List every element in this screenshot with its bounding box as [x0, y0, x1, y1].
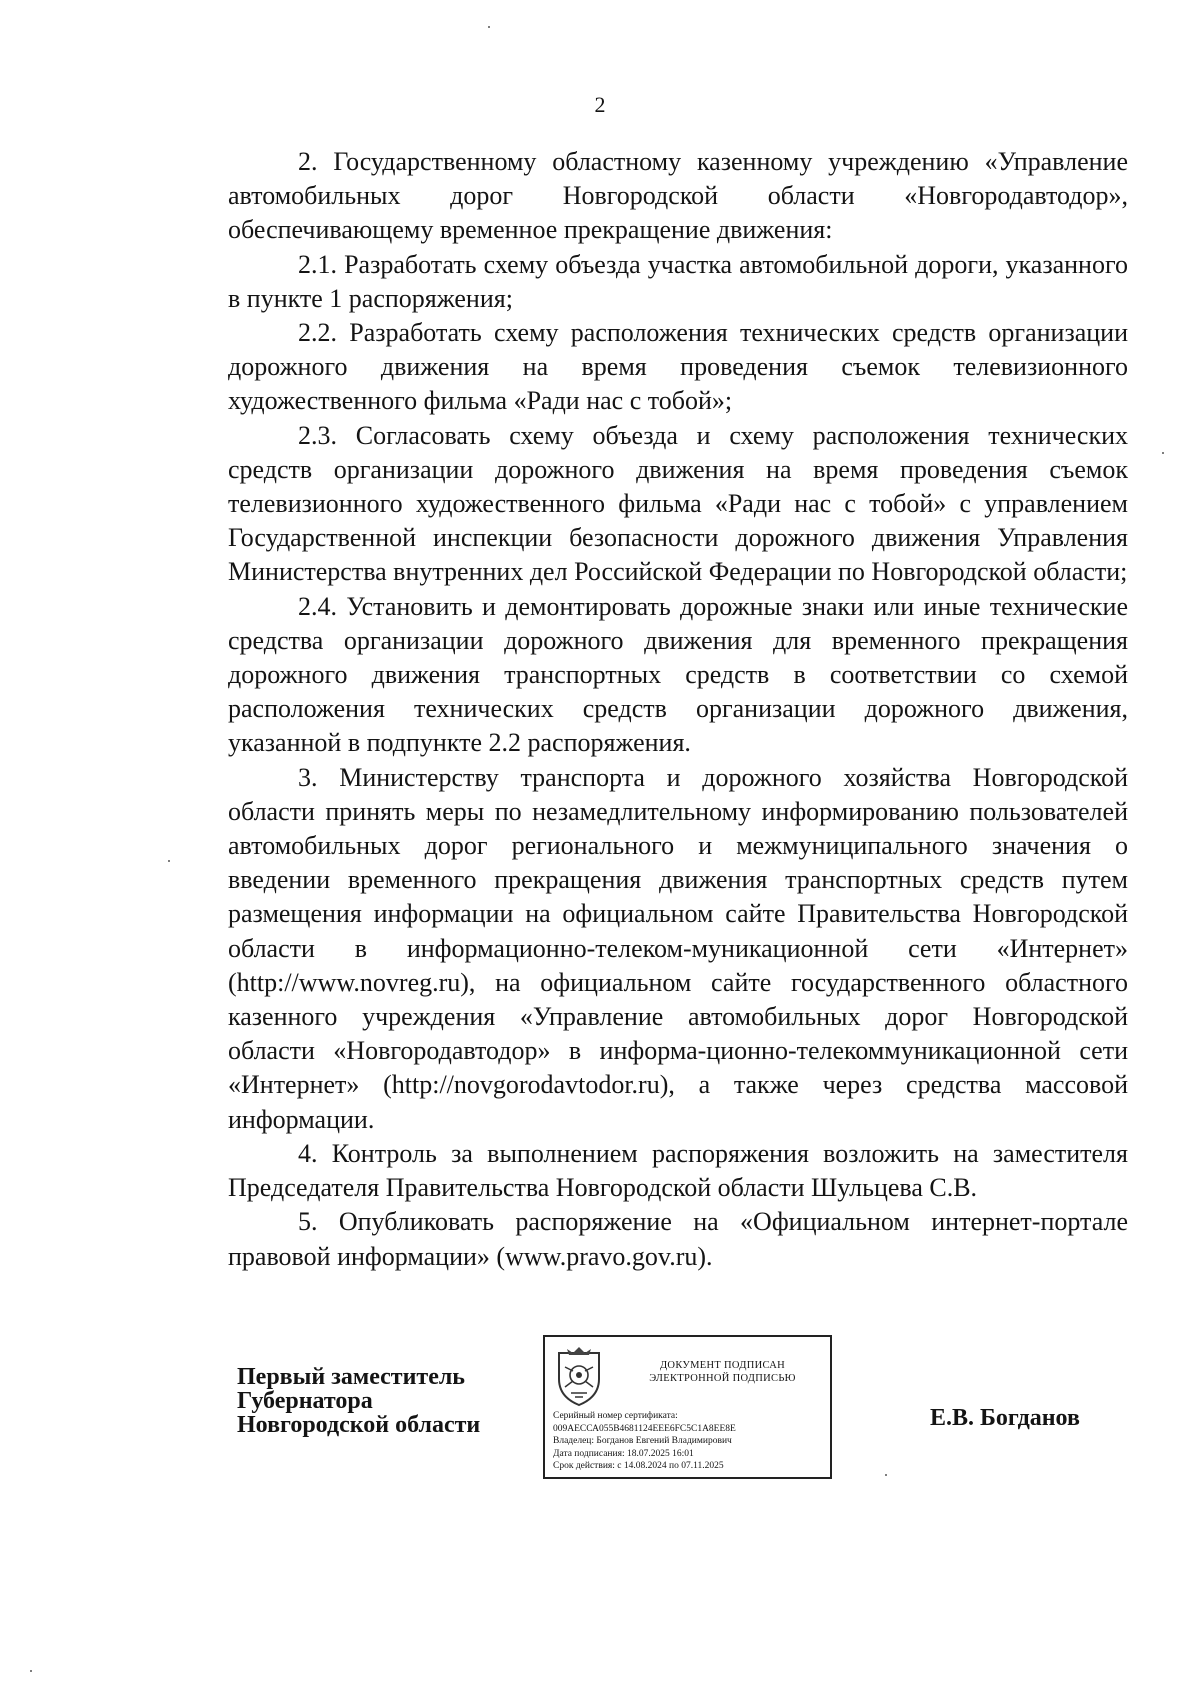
paragraph-2: 2. Государственному областному казенному учреждению «Управление автомобильных дорог Новгородской области «Новгородавтодор», обеспечивающему временное прекращение движения:	[228, 147, 1128, 245]
scan-speck	[168, 860, 170, 862]
stamp-header-line: ДОКУМЕНТ ПОДПИСАН	[659, 1360, 786, 1371]
certificate-validity: Срок действия: с 14.08.2024 по 07.11.2025	[553, 1461, 724, 1472]
paragraph-2-3: 2.3. Согласовать схему объезда и схему расположения технических средств организации дорожного движения на время проведения съемок телевизионного художественного фильма «Ради нас с тобой» с управлением Государственной инспекции безопасности дорожного движения Управления Министерства внутренних дел Российской Федерации по Новгородской области;	[228, 420, 1128, 587]
page-number: 2	[594, 92, 606, 117]
certificate-label: Серийный номер сертификата:	[553, 1411, 678, 1421]
signatory-position-line: Губернатора	[237, 1388, 373, 1414]
paragraph-4: 4. Контроль за выполнением распоряжения возложить на заместителя Председателя Правительства Новгородской области Шульцева С.В.	[228, 1138, 1128, 1203]
paragraph-5: 5. Опубликовать распоряжение на «Официальном интернет-портале правовой информации» (www.pravo.gov.ru).	[228, 1207, 1128, 1271]
paragraph-3: 3. Министерству транспорта и дорожного хозяйства Новгородской области принять меры по незамедлительному информированию пользователей автомобильных дорог регионального и межмуниципального значения о введении временного прекращения движения транспортных средств путем размещения информации на официальном сайте Правительства Новгородской области в информационно-телеком-муникационной сети «Интернет» (http://www.novreg.ru), на официальном сайте государственного областного казенного учреждения «Управление автомобильных дорог Новгородской области «Новгородавтодор» в информа-ционно-телекоммуникационной сети «Интернет» (http://novgorodavtodor.ru), а также через средства массовой информации.	[228, 762, 1128, 1134]
paragraph-2-2: 2.2. Разработать схему расположения технических средств организации дорожного движения на время проведения съемок телевизионного художественного фильма «Ради нас с тобой»;	[228, 318, 1128, 416]
stamp-header-line: ЭЛЕКТРОННОЙ ПОДПИСЬЮ	[649, 1373, 796, 1384]
stamp-header	[615, 1359, 830, 1385]
certificate-serial: 009АЕССА055В4681124ЕЕЕ6FC5C1A8EE8E	[553, 1423, 736, 1434]
electronic-signature-stamp	[543, 1335, 832, 1479]
paragraph-2-4: 2.4. Установить и демонтировать дорожные знаки или иные технические средства организации дорожного движения для временного прекращения дорожного движения транспортных средств в соответствии со схемой расположения технических средств организации дорожного движения, указанной в подпункте 2.2 распоряжения.	[228, 591, 1128, 758]
signatory-position	[237, 1365, 507, 1437]
scan-speck	[1162, 452, 1164, 454]
paragraph-2-1: 2.1. Разработать схему объезда участка автомобильной дороги, указанного в пункте 1 распоряжения;	[228, 249, 1128, 313]
certificate-owner: Владелец: Богданов Евгений Владимирович	[553, 1436, 732, 1447]
stamp-details	[553, 1410, 831, 1473]
signatory-position-line: Первый заместитель	[237, 1364, 465, 1390]
signatory-name: Е.В. Богданов	[930, 1405, 1080, 1431]
signing-date: Дата подписания: 18.07.2025 16:01	[553, 1448, 694, 1459]
coat-of-arms-icon	[553, 1345, 605, 1407]
document-body	[228, 145, 1128, 1274]
scan-speck	[488, 26, 490, 28]
scan-speck	[885, 1474, 887, 1476]
signatory-position-line: Новгородской области	[237, 1412, 481, 1438]
scan-speck	[30, 1670, 32, 1672]
